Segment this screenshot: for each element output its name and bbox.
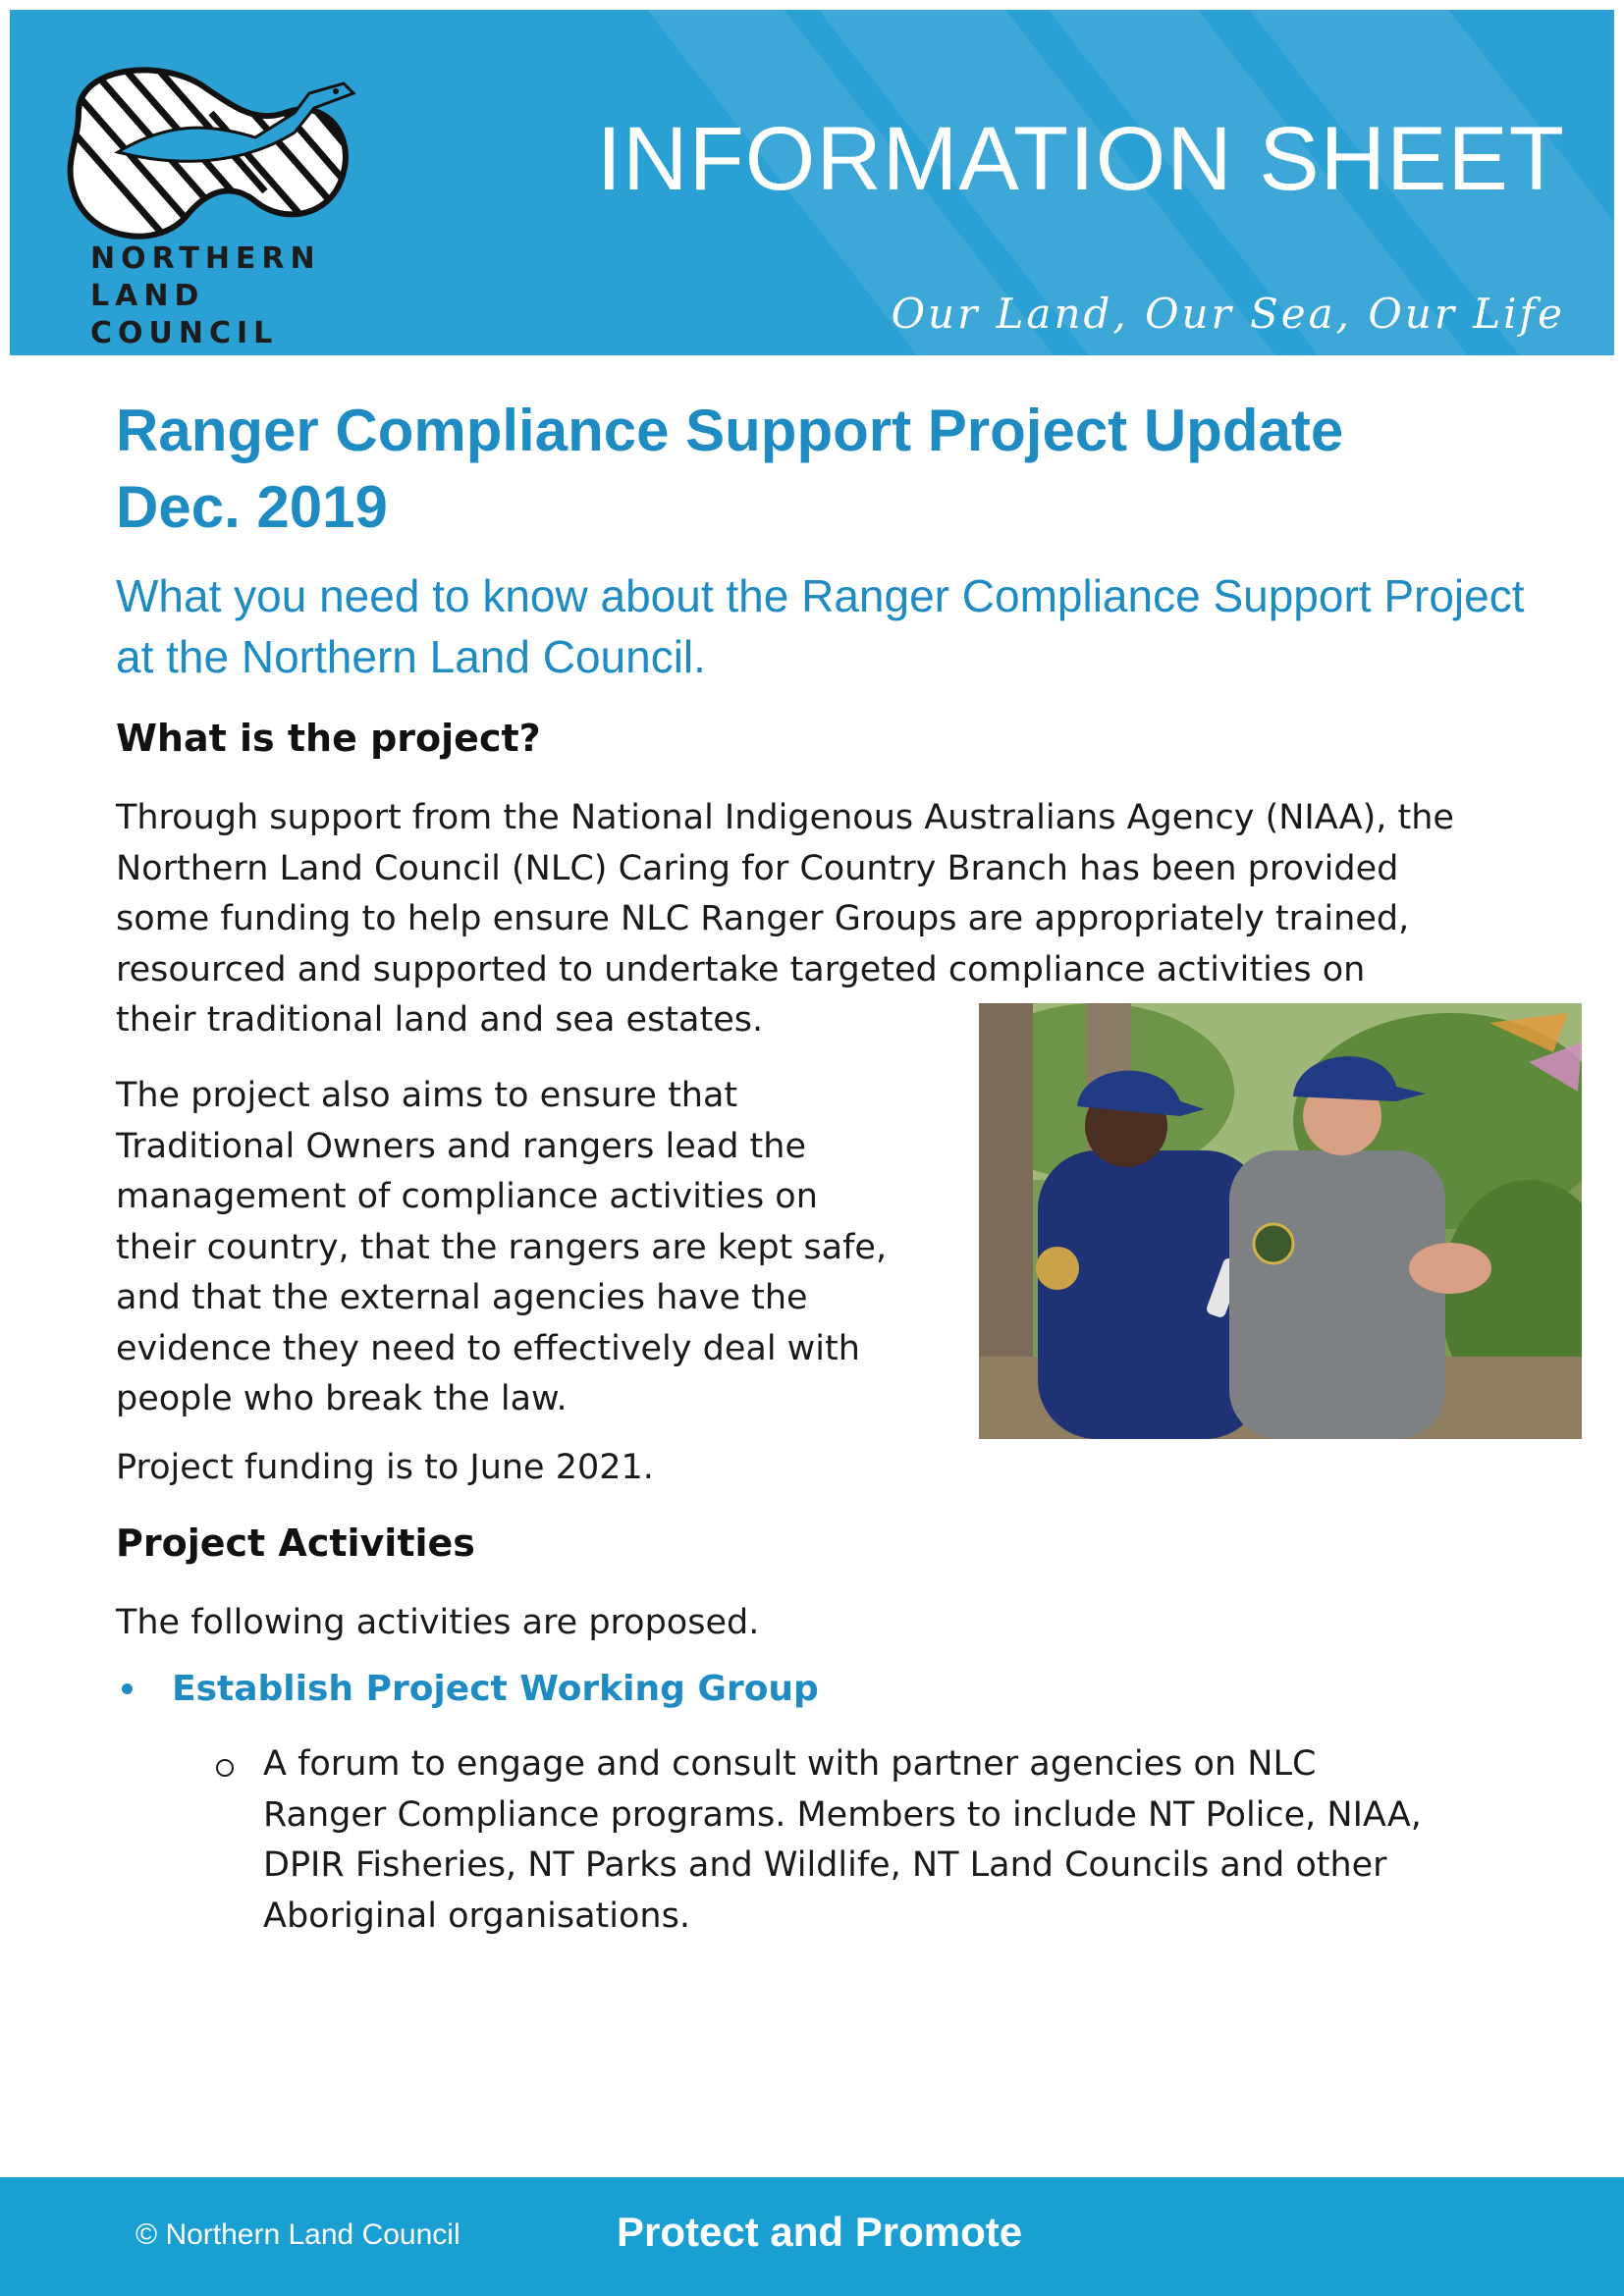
section-heading-activities: Project Activities — [116, 1522, 475, 1565]
paragraph-funding: Project funding is to June 2021. — [116, 1448, 654, 1487]
bullet-label: Establish Project Working Group — [172, 1669, 819, 1709]
document-subtitle: What you need to know about the Ranger Compliance Support Project at the Northern Land Council. — [116, 570, 1525, 682]
footer-slogan: Protect and Promote — [617, 2209, 1023, 2255]
sub-bullet-item — [216, 1739, 1571, 1942]
main-content — [116, 393, 1559, 687]
crocodile-logo-icon — [59, 54, 363, 250]
activities-intro: The following activities are proposed. — [116, 1603, 760, 1642]
rangers-image — [979, 1003, 1582, 1439]
logo-wordmark: NORTHERN LAND COUNCIL — [90, 241, 321, 350]
footer-copyright: © Northern Land Council — [135, 2218, 460, 2251]
bullet-icon — [122, 1683, 133, 1694]
circle-bullet-icon — [216, 1759, 234, 1777]
paragraph-aims: The project also aims to ensure that Traditional Owners and rangers lead the management of compliance activities on their country, that the rangers are kept safe, and that the external agencies have the evidence they need to effectively deal with people who break the law. — [116, 1076, 888, 1418]
bullet-item — [116, 1669, 819, 1709]
header-banner — [10, 10, 1614, 355]
paragraph-intro: Through support from the National Indigenous Australians Agency (NIAA), the Northern Land Council (NLC) Caring for Country Branch has been provided some funding to help ensure NLC Ranger Groups are appropriately trained, resourced and supported to undertake targeted compliance activities on their traditional land and sea estates. — [116, 798, 1454, 1040]
section-heading-what: What is the project? — [116, 717, 541, 760]
document-title: Ranger Compliance Support Project Update Dec. 2019 — [116, 398, 1344, 540]
sub-bullet-text: A forum to engage and consult with partner agencies on NLC Ranger Compliance programs. Members to include NT Police, NIAA, DPIR Fisheries, NT Parks and Wildlife, NT Land Councils and other Aboriginal organisations. — [263, 1744, 1422, 1936]
information-sheet-title: INFORMATION SHEET — [596, 109, 1565, 209]
rangers-photo — [979, 1003, 1582, 1439]
nlc-logo — [49, 54, 363, 350]
tagline: Our Land, Our Sea, Our Life — [891, 290, 1565, 338]
footer — [0, 2177, 1624, 2296]
